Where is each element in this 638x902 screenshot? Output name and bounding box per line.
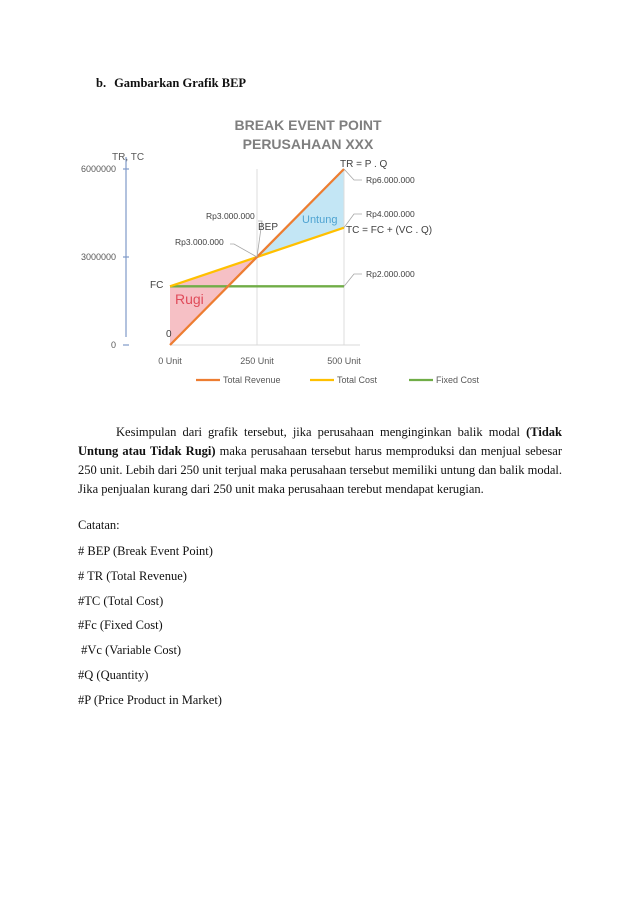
- conclusion-bold: (Tidak Untung atau Tidak Rugi): [78, 425, 562, 458]
- legend-label-fixed: Fixed Cost: [436, 375, 480, 385]
- y-tick-label: 3000000: [80, 252, 116, 262]
- zero-label: 0: [166, 329, 172, 340]
- chart-title: BREAK EVENT POINT: [234, 117, 382, 133]
- note-item: #P (Price Product in Market): [78, 692, 222, 707]
- rp3-lower-label: Rp3.000.000: [175, 237, 224, 247]
- x-tick-label: 250 Unit: [240, 356, 274, 366]
- tc-formula-label: TC = FC + (VC . Q): [346, 225, 433, 236]
- note-item: # BEP (Break Event Point): [78, 544, 213, 558]
- section-title: Gambarkan Grafik BEP: [114, 76, 247, 90]
- y-tick-label: 6000000: [80, 164, 116, 174]
- notes-section: [78, 518, 222, 713]
- rp2-leader: [344, 274, 362, 286]
- section-number: b.: [96, 76, 107, 90]
- rp3-upper-label: Rp3.000.000: [206, 211, 255, 221]
- rp6-leader: [344, 169, 362, 180]
- section-heading: [96, 76, 246, 91]
- rp4-label: Rp4.000.000: [366, 209, 415, 219]
- note-item: #TC (Total Cost): [78, 593, 164, 608]
- chart-subtitle: PERUSAHAAN XXX: [242, 136, 374, 152]
- rp2-label: Rp2.000.000: [366, 269, 415, 279]
- bep-chart: [80, 108, 540, 398]
- note-item: # TR (Total Revenue): [78, 568, 187, 583]
- rp6-label: Rp6.000.000: [366, 175, 415, 185]
- legend-label-cost: Total Cost: [337, 375, 378, 385]
- fc-label: FC: [150, 280, 164, 291]
- note-item: #Q (Quantity): [78, 667, 149, 682]
- y-axis-label: TR, TC: [112, 152, 145, 163]
- rp3-lower-leader: [230, 244, 257, 257]
- bep-label: BEP: [258, 222, 279, 233]
- conclusion-paragraph: [78, 423, 562, 499]
- y-tick-label: 0: [110, 340, 116, 350]
- tr-formula-label: TR = P . Q: [340, 159, 388, 170]
- untung-label: Untung: [302, 214, 338, 226]
- x-tick-label: 0 Unit: [158, 356, 182, 366]
- conclusion-text-2: maka perusahaan tersebut harus memproduksi dan menjual sebesar 250 unit. Lebih dari 250 unit terjual maka perusahaan tersebut memiliki untung dan balik modal. Jika penjualan kurang dari 250 unit maka perusahaan terebut mendapat kerugian.: [78, 444, 562, 496]
- rugi-label: Rugi: [175, 291, 204, 307]
- x-tick-label: 500 Unit: [327, 356, 361, 366]
- note-item: #Fc (Fixed Cost): [78, 618, 163, 633]
- conclusion-text-1: Kesimpulan dari grafik tersebut, jika perusahaan menginginkan balik modal: [116, 425, 527, 439]
- note-item: #Vc (Variable Cost): [78, 643, 182, 658]
- notes-title: Catatan:: [78, 518, 120, 532]
- legend-label-revenue: Total Revenue: [223, 375, 281, 385]
